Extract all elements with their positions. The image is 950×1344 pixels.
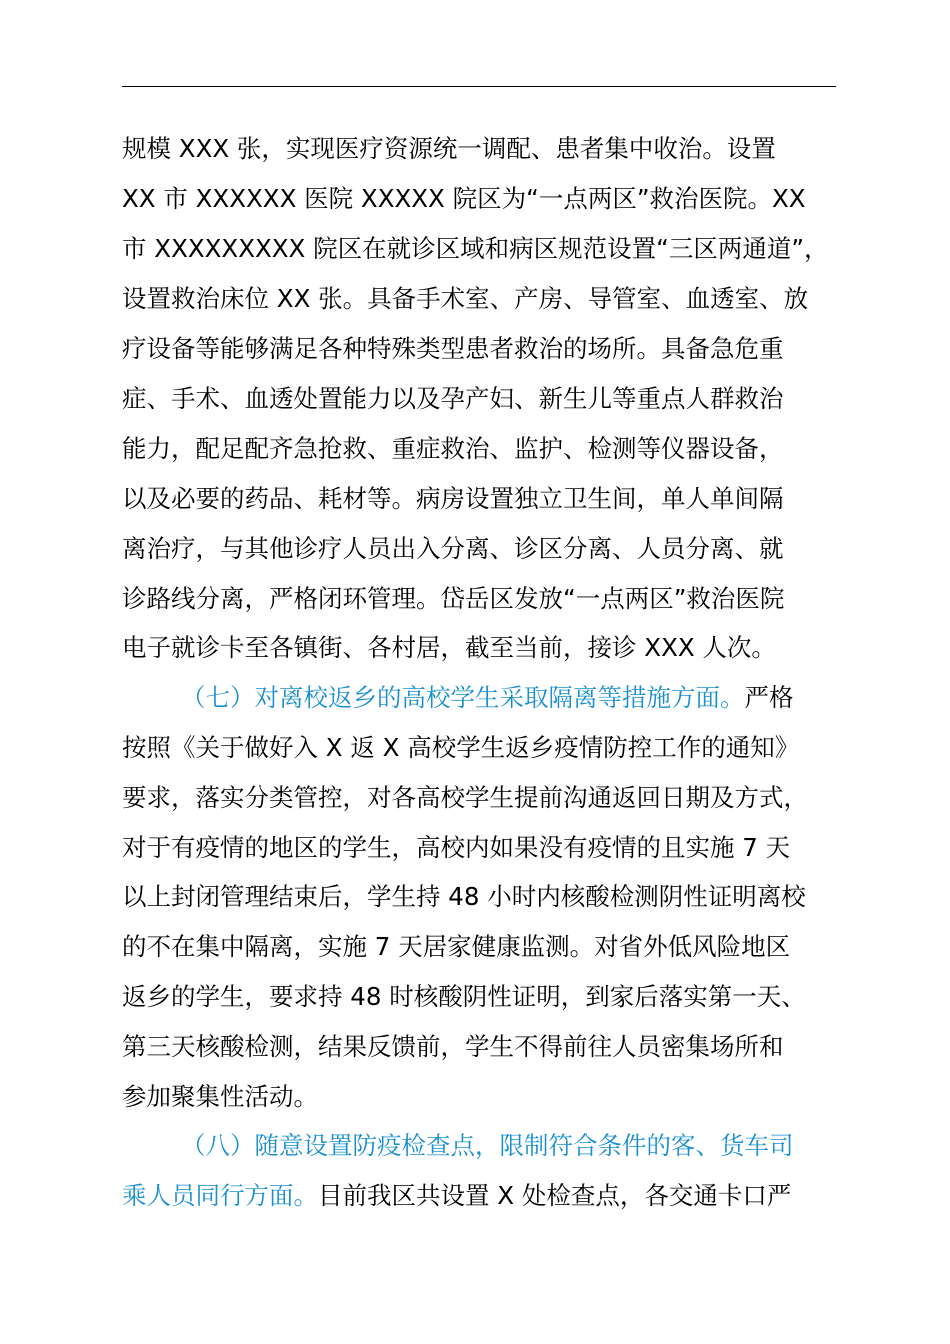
section-7-heading-tail: 严格 [744,683,794,712]
section-7-first-line [181,678,794,718]
text-line: 返乡的学生，要求持 48 时核酸阴性证明，到家后落实第一天、 [122,982,806,1011]
text-line: 电子就诊卡至各镇街、各村居，截至当前，接诊 XXX 人次。 [122,633,776,662]
text-line: 要求，落实分类管控，对各高校学生提前沟通返回日期及方式， [122,783,808,812]
text-line: 能力，配足配齐急抢救、重症救治、监护、检测等仪器设备， [122,434,784,463]
text-line: 对于有疫情的地区的学生，高校内如果没有疫情的且实施 7 天 [122,833,791,862]
text-line: 以及必要的药品、耗材等。病房设置独立卫生间，单人单间隔 [122,484,784,513]
text-line: 疗设备等能够满足各种特殊类型患者救治的场所。具备急危重 [122,334,784,363]
text-line: 诊路线分离，严格闭环管理。岱岳区发放“一点两区”救治医院 [122,584,785,613]
section-8-heading-end: 乘人员同行方面。 [122,1181,318,1210]
text-line: 市 XXXXXXXXX 院区在就诊区域和病区规范设置“三区两通道”， [122,234,829,263]
text-line: 按照《关于做好入 X 返 X 高校学生返乡疫情防控工作的通知》 [122,733,800,762]
text-line: XX 市 XXXXXX 医院 XXXXX 院区为“一点两区”救治医院。XX [122,184,806,213]
text-line: 参加聚集性活动。 [122,1082,318,1111]
text-line: 症、手术、血透处置能力以及孕产妇、新生儿等重点人群救治 [122,384,784,413]
text-line: 设置救治床位 XX 张。具备手术室、产房、导管室、血透室、放 [122,284,809,313]
section-8-text: 目前我区共设置 X 处检查点，各交通卡口严 [318,1181,792,1210]
section-8-heading: （八）随意设置防疫检查点，限制符合条件的客、货车司 [181,1131,794,1160]
text-line: 规模 XXX 张，实现医疗资源统一调配、患者集中收治。设置 [122,134,776,163]
text-line: 以上封闭管理结束后，学生持 48 小时内核酸检测阴性证明离校 [122,882,806,911]
text-line: 离治疗，与其他诊疗人员出入分离、诊区分离、人员分离、就 [122,534,784,563]
text-line: 第三天核酸检测，结果反馈前，学生不得前往人员密集场所和 [122,1032,784,1061]
header-rule [122,86,836,87]
section-7-heading: （七）对离校返乡的高校学生采取隔离等措施方面。 [181,683,745,712]
text-line: 的不在集中隔离，实施 7 天居家健康监测。对省外低风险地区 [122,932,791,961]
section-8-second-line [122,1176,791,1216]
